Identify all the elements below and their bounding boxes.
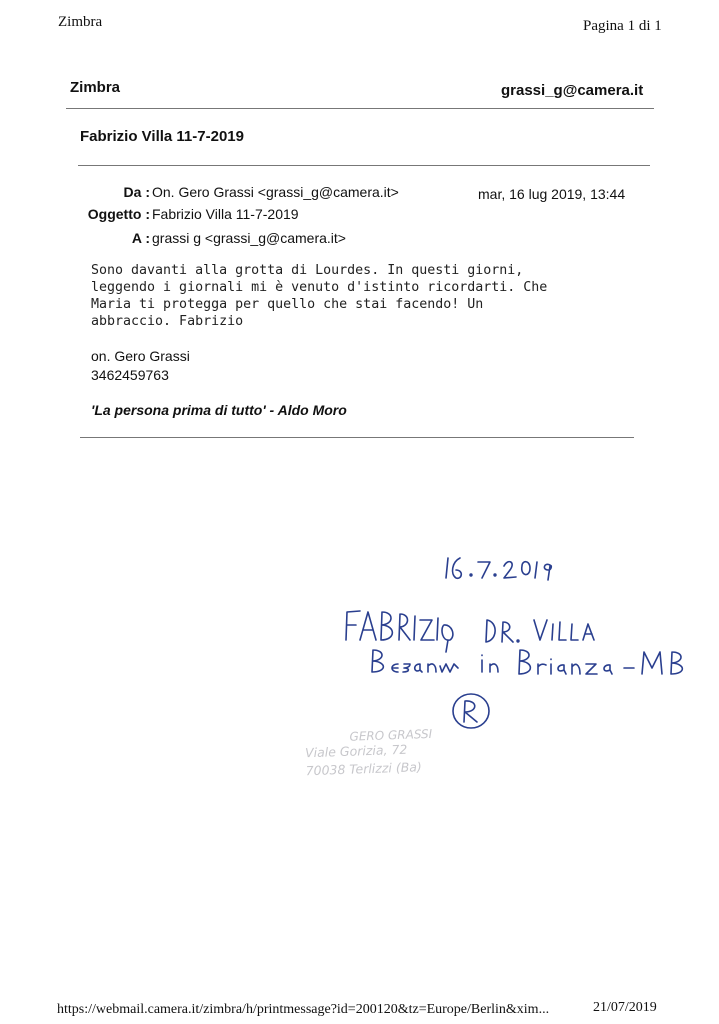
print-header-app: Zimbra [58, 14, 103, 30]
from-value: On. Gero Grassi <grassi_g@camera.it> [152, 184, 399, 200]
signature-name: on. Gero Grassi [91, 348, 190, 364]
print-header-page-number: Pagina 1 di 1 [583, 18, 662, 34]
handwritten-circled-mark [453, 694, 489, 728]
signature-divider [80, 437, 634, 438]
message-date: mar, 16 lug 2019, 13:44 [478, 186, 626, 202]
signature-quote: 'La persona prima di tutto' - Aldo Moro [91, 402, 347, 418]
account-email: grassi_g@camera.it [501, 82, 644, 99]
message-subject-title: Fabrizio Villa 11-7-2019 [80, 128, 244, 145]
stamp-line-2: Viale Gorizia, 72 [304, 741, 408, 761]
to-value: grassi g <grassi_g@camera.it> [152, 230, 346, 246]
message-body: Sono davanti alla grotta di Lourdes. In questi giorni, leggendo i giornali mi è venuto d'istinto ricordarti. Che Maria ti protegga per quello che stai facendo! Un abbraccio. Fabrizio [91, 263, 548, 329]
signature-phone: 3462459763 [91, 367, 169, 383]
handwritten-address [372, 650, 682, 674]
header-divider [66, 108, 654, 109]
subject-label: Oggetto : [87, 206, 150, 222]
to-label: A : [131, 230, 150, 246]
handwritten-name [346, 611, 594, 652]
brand-name: Zimbra [70, 79, 121, 96]
handwritten-date [446, 558, 551, 580]
print-footer-url: https://webmail.camera.it/zimbra/h/printmessage?id=200120&tz=Europe/Berlin&xim... [57, 1002, 550, 1017]
stamp-line-1: GERO GRASSI [349, 726, 433, 744]
from-label: Da : [123, 184, 150, 200]
print-footer-date: 21/07/2019 [593, 1000, 657, 1015]
subject-value: Fabrizio Villa 11-7-2019 [152, 206, 299, 222]
subject-divider [78, 165, 650, 166]
stamp-line-3: 70038 Terlizzi (Ba) [305, 759, 423, 779]
